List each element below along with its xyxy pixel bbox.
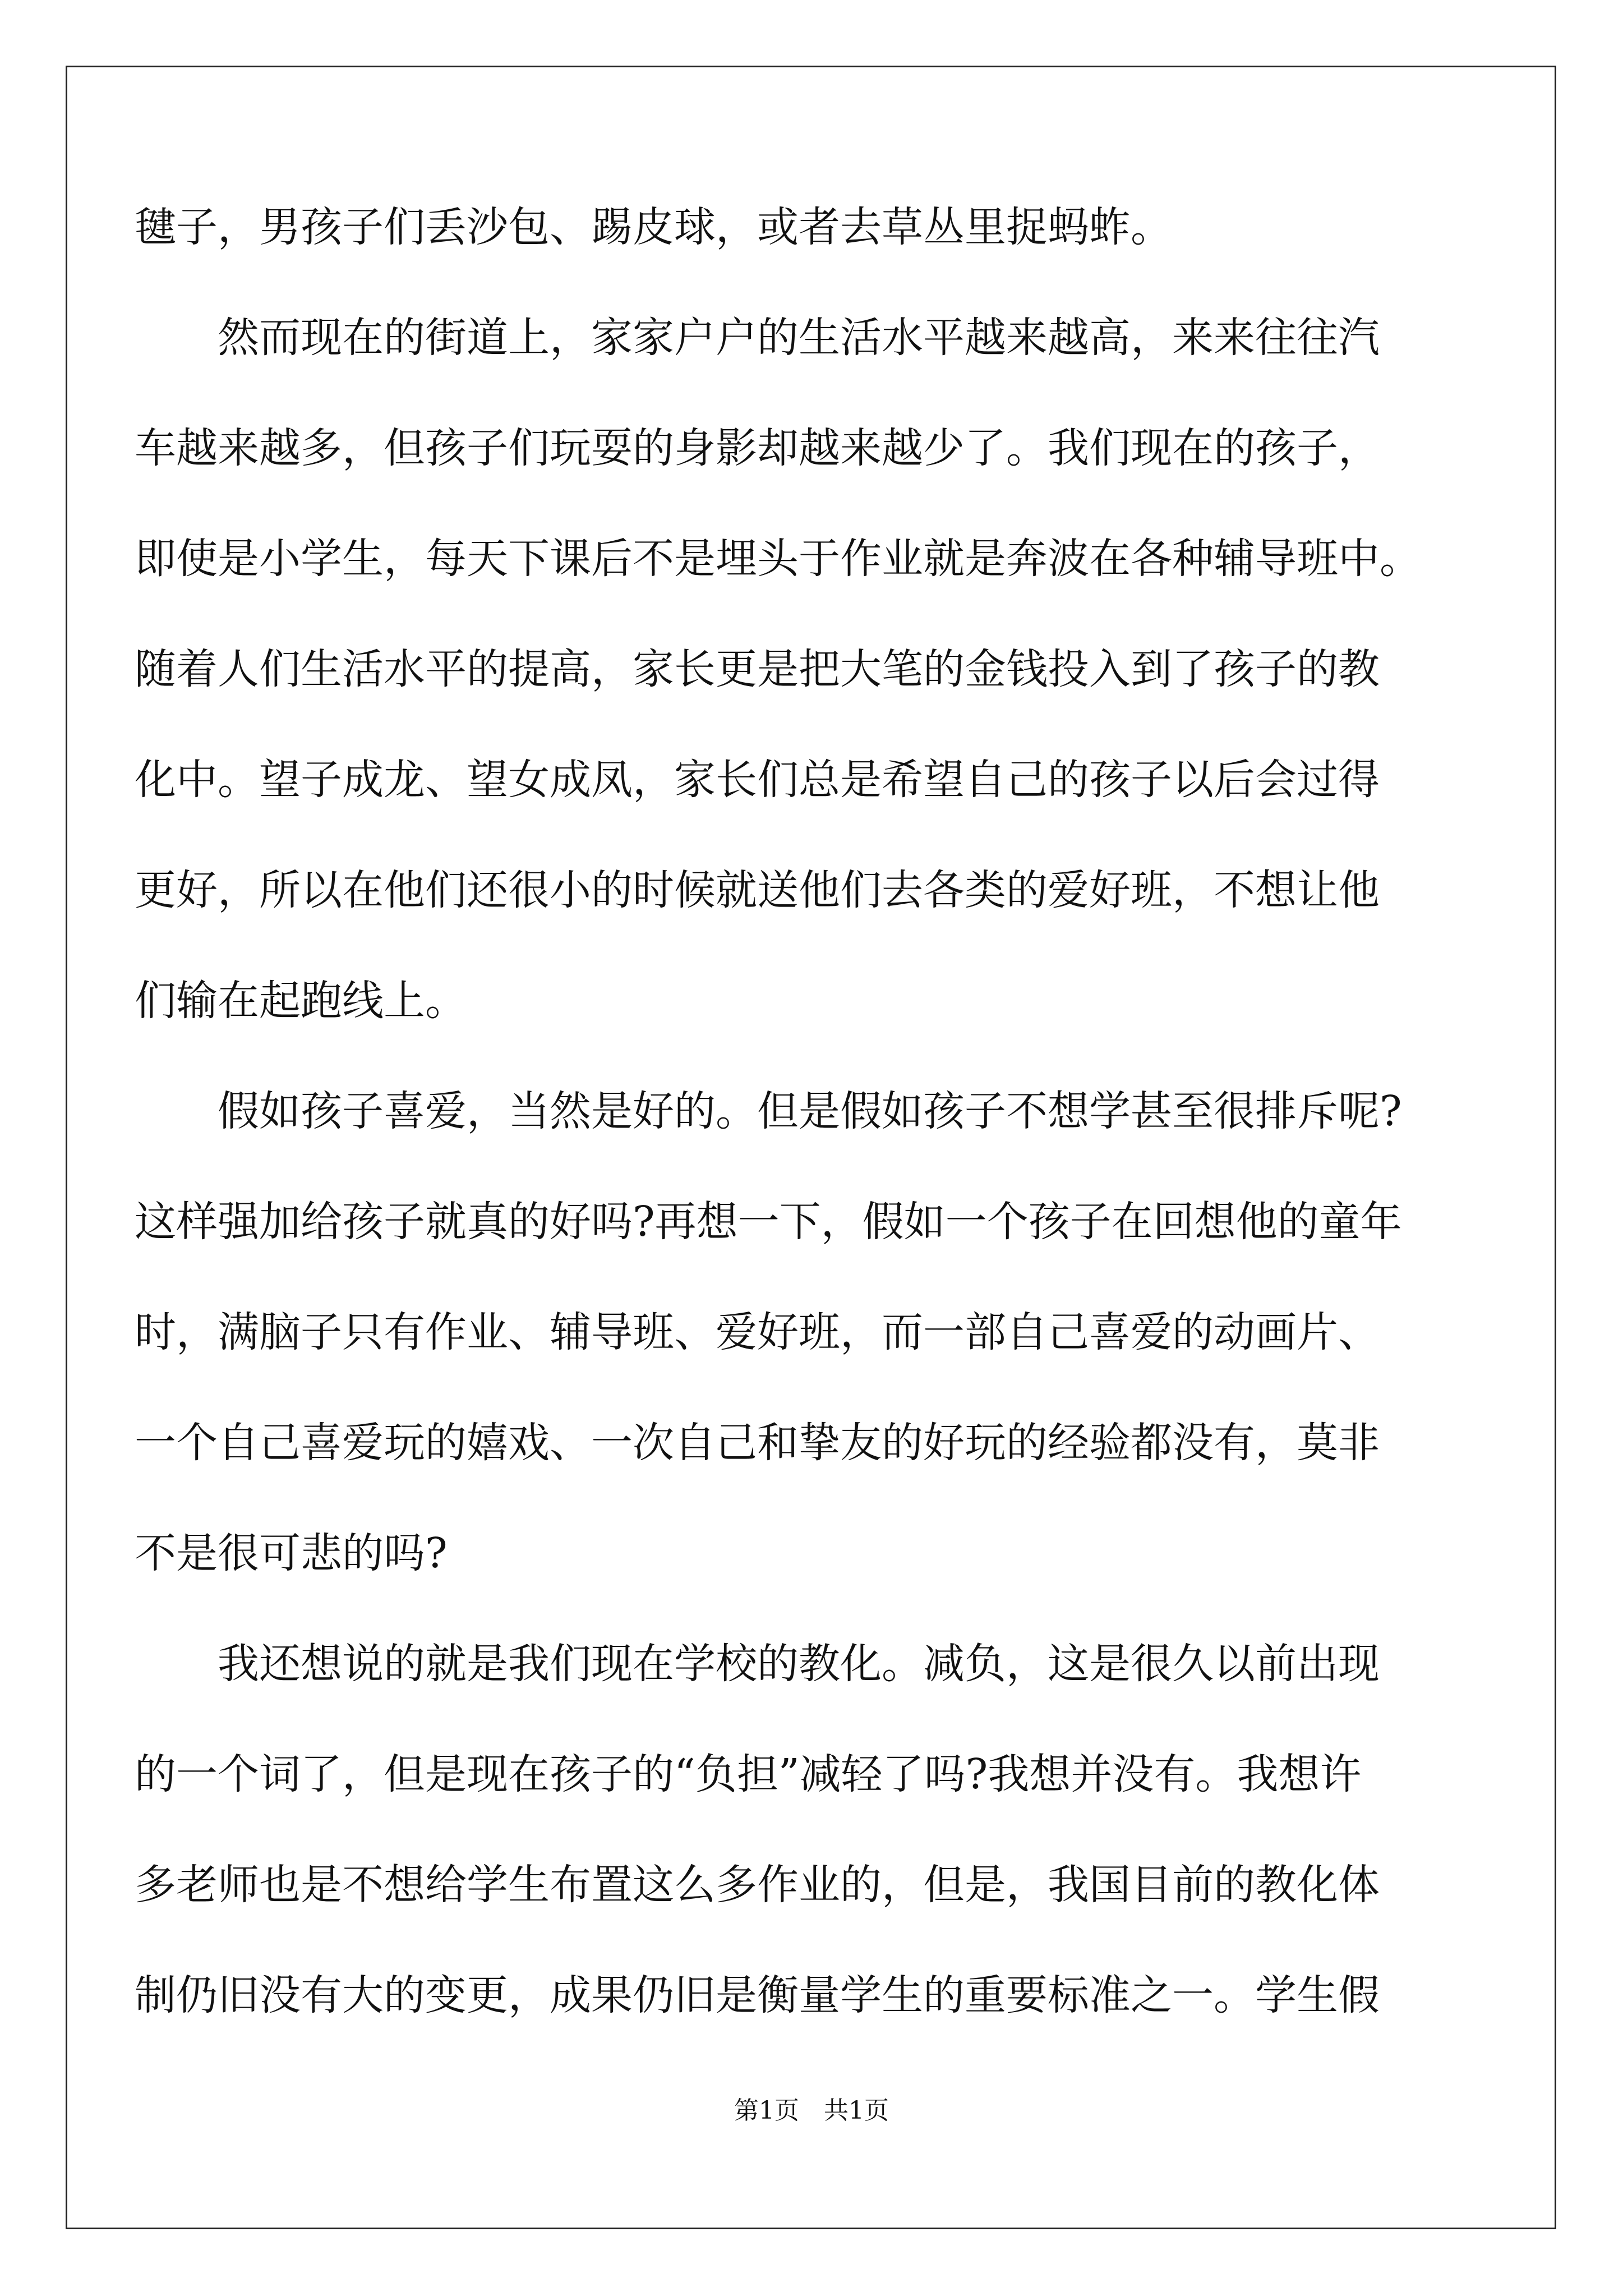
page-footer — [0, 2095, 1623, 2127]
text-line: 我还想说的就是我们现在学校的教化。减负，这是很久以前出现 — [218, 1640, 1380, 1688]
text-line: 时，满脑子只有作业、辅导班、爱好班，而一部自己喜爱的动画片、 — [135, 1308, 1380, 1356]
text-line: 不是很可悲的吗? — [135, 1529, 448, 1577]
page-number-current: 第1页 — [734, 2096, 799, 2125]
text-line: 假如孩子喜爱，当然是好的。但是假如孩子不想学甚至很排斥呢? — [218, 1087, 1402, 1135]
text-line: 然而现在的街道上，家家户户的生活水平越来越高，来来往往汽 — [218, 314, 1380, 362]
text-line: 多老师也是不想给学生布置这么多作业的，但是，我国目前的教化体 — [135, 1861, 1380, 1909]
text-line: 制仍旧没有大的变更，成果仍旧是衡量学生的重要标准之一。学生假 — [135, 1971, 1380, 2019]
text-line: 更好，所以在他们还很小的时候就送他们去各类的爱好班，不想让他 — [135, 866, 1380, 914]
text-line: 毽子，男孩子们丢沙包、踢皮球，或者去草丛里捉蚂蚱。 — [135, 203, 1172, 251]
text-line: 车越来越多，但孩子们玩耍的身影却越来越少了。我们现在的孩子， — [135, 424, 1380, 472]
text-line: 这样强加给孩子就真的好吗?再想一下，假如一个孩子在回想他的童年 — [135, 1198, 1402, 1246]
page-number-total: 共1页 — [824, 2096, 889, 2125]
text-line: 们输在起跑线上。 — [135, 977, 467, 1025]
text-line: 即使是小学生，每天下课后不是埋头于作业就是奔波在各种辅导班中。 — [135, 535, 1421, 583]
text-line: 化中。望子成龙、望女成凤，家长们总是希望自己的孩子以后会过得 — [135, 756, 1380, 804]
text-line: 的一个词了，但是现在孩子的“负担”减轻了吗?我想并没有。我想许 — [135, 1750, 1362, 1798]
text-line: 一个自己喜爱玩的嬉戏、一次自己和挚友的好玩的经验都没有，莫非 — [135, 1419, 1380, 1467]
text-line: 随着人们生活水平的提高，家长更是把大笔的金钱投入到了孩子的教 — [135, 645, 1380, 693]
